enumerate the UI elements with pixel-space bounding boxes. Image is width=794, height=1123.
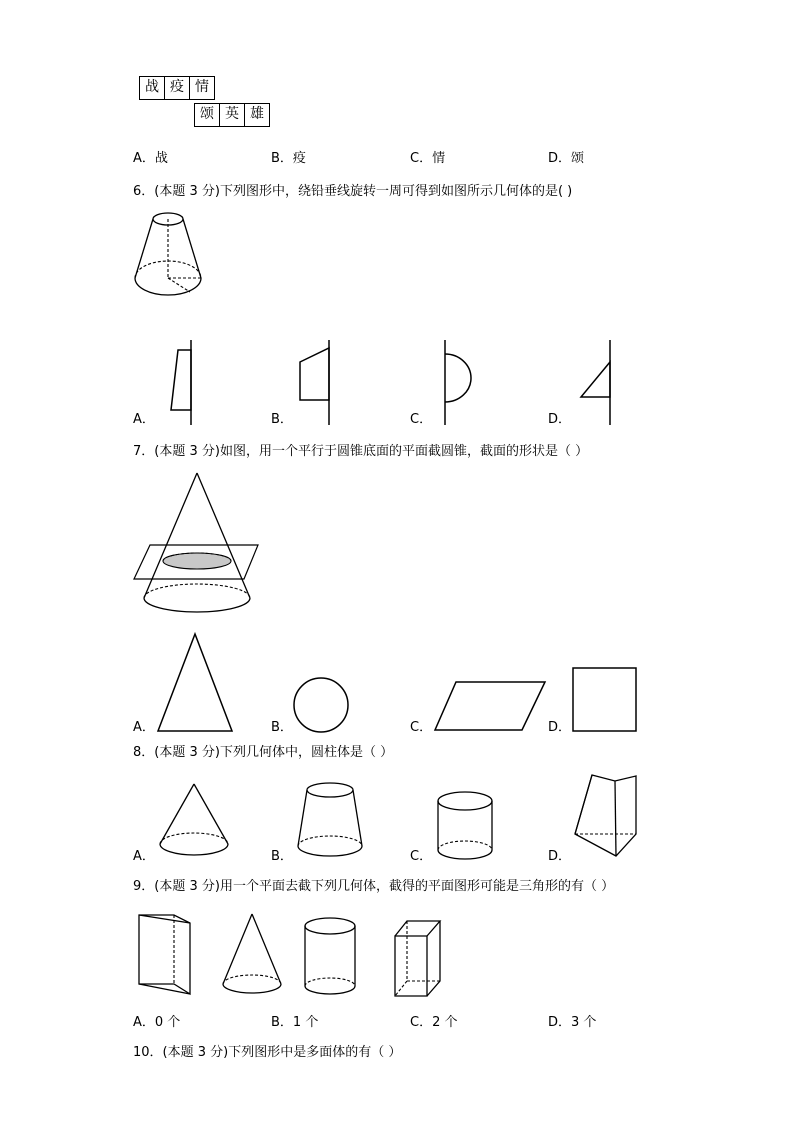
q7-option-c-figure: [433, 680, 549, 734]
q9-option-d[interactable]: D．3 个: [548, 1015, 597, 1030]
q6-option-a[interactable]: A．: [133, 412, 155, 427]
q6-option-d[interactable]: D．: [548, 412, 572, 427]
q6-option-d-figure: [576, 340, 616, 425]
q9-option-b[interactable]: B．1 个: [271, 1015, 319, 1030]
q9-option-a[interactable]: A．0 个: [133, 1015, 181, 1030]
q8-cylinder-figure: [435, 790, 495, 862]
q8-option-d[interactable]: D．: [548, 849, 572, 864]
q9-text: 9．(本题 3 分)用一个平面去截下列几何体，截得的平面图形可能是三角形的有（ ）: [133, 879, 615, 894]
q5-option-b[interactable]: B．疫: [271, 151, 306, 166]
q6-option-b[interactable]: B．: [271, 412, 293, 427]
net-cell: 雄: [244, 103, 270, 127]
q7-option-d[interactable]: D．: [548, 720, 572, 735]
q9-cuboid-figure: [392, 918, 444, 1000]
q8-option-a[interactable]: A．: [133, 849, 155, 864]
q10-text: 10．(本题 3 分)下列图形中是多面体的有（ ）: [133, 1045, 402, 1060]
q7-option-d-figure: [572, 667, 638, 733]
q7-option-a[interactable]: A．: [133, 720, 155, 735]
q8-prism-figure: [572, 772, 644, 860]
q7-option-b-figure: [292, 677, 352, 735]
net-cell: 情: [189, 76, 215, 100]
net-cell: 疫: [164, 76, 190, 100]
q6-option-b-figure: [296, 340, 336, 425]
q7-text: 7．(本题 3 分)如图，用一个平行于圆锥底面的平面截圆锥，截面的形状是（ ）: [133, 444, 589, 459]
q7-option-a-figure: [155, 632, 235, 734]
net-cell: 英: [219, 103, 245, 127]
q6-option-a-figure: [158, 340, 198, 425]
q7-option-c[interactable]: C．: [410, 720, 433, 735]
q8-cone-figure: [156, 782, 232, 862]
q6-text: 6．(本题 3 分)下列图形中，绕铅垂线旋转一周可得到如图所示几何体的是( ): [133, 184, 573, 199]
q7-cone-section-figure: [132, 470, 262, 626]
q9-cone-figure: [220, 912, 284, 998]
q9-option-c[interactable]: C．2 个: [410, 1015, 458, 1030]
q8-option-b[interactable]: B．: [271, 849, 293, 864]
net-cell: 颂: [194, 103, 220, 127]
q6-option-c[interactable]: C．: [410, 412, 433, 427]
q5-option-c[interactable]: C．情: [410, 151, 446, 166]
net-cell: 战: [139, 76, 165, 100]
q9-cylinder-figure: [302, 916, 358, 998]
q7-option-b[interactable]: B．: [271, 720, 293, 735]
q6-option-c-figure: [440, 340, 480, 425]
q6-frustum-figure: [128, 206, 208, 302]
q8-text: 8．(本题 3 分)下列几何体中，圆柱体是（ ）: [133, 745, 394, 760]
q8-option-c[interactable]: C．: [410, 849, 433, 864]
q8-frustum-figure: [295, 780, 365, 862]
q5-option-d[interactable]: D．颂: [548, 151, 585, 166]
q5-option-a[interactable]: A．战: [133, 151, 168, 166]
q9-triangular-prism-figure: [136, 912, 194, 996]
